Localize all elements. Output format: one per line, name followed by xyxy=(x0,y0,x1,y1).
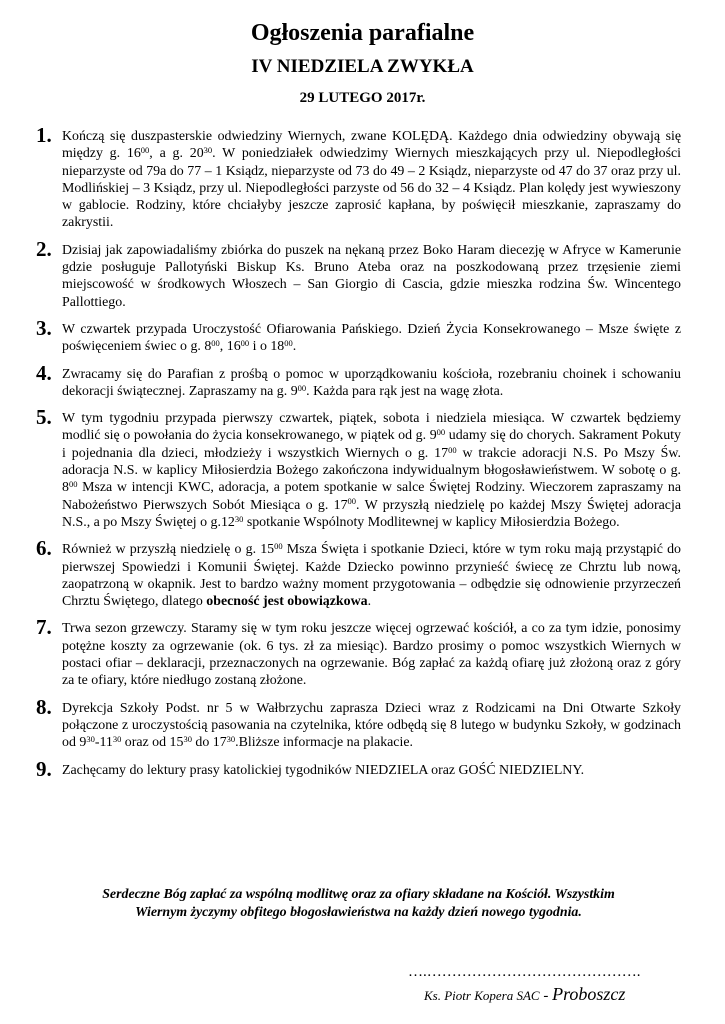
closing-message xyxy=(36,886,681,921)
text-segment: .Bliższe informacje na plakacie. xyxy=(235,735,413,751)
announcement-item xyxy=(36,360,681,401)
text-segment: do 17 xyxy=(191,735,227,751)
announcement-text xyxy=(62,541,681,610)
text-segment: Zachęcamy do lektury prasy katolickiej tygodników NIEDZIELA oraz GOŚĆ NIEDZIELNY. xyxy=(62,762,585,778)
text-segment: W czwartek przypada Uroczystość Ofiarowania Pańskiego. Dzień Życia Konsekrowanego – Msze święte z poświęceniem świec o g. 8 xyxy=(62,321,681,355)
announcement-text xyxy=(62,321,681,356)
text-segment: Trwa sezon grzewczy. Staramy się w tym roku jeszcze więcej ogrzewać kościół, a co za tym idzie, ponosimy potężne koszty za ogrzewanie (ok. 6 tys. zł za miesiąc). Bardzo prosimy o pomoc wszystkich Wiernych w postaci ofiar – deklaracji, przeznaczonych na ogrzewanie. Bóg zapłać za każdą ofiarę już złożoną oraz z góry za te ofiary, które niedługo zostaną złożone. xyxy=(62,621,681,689)
text-segment: -11 xyxy=(94,735,113,751)
text-segment: Również w przyszłą niedzielę o g. 15 xyxy=(62,542,275,558)
emphasis-text: obecność jest obowiązkowa xyxy=(206,594,368,610)
text-segment: . xyxy=(367,594,372,610)
text-segment: , a g. 20 xyxy=(149,146,204,162)
announcement-number: 4. xyxy=(36,360,52,385)
text-segment: . Każda para rąk jest na wagę złota. xyxy=(306,383,504,399)
time-superscript: 30 xyxy=(183,733,192,744)
announcement-text xyxy=(62,620,681,689)
closing-line-1: Serdeczne Bóg zapłać za wspólną modlitwę oraz za ofiary składane na Kościół. Wszystkim xyxy=(102,887,615,902)
announcement-item xyxy=(36,315,681,356)
text-segment: . W poniedziałek odwiedzimy Wiernych mieszkających przy ul. Niepodległości nieparzyste od 79a do 77 – 1 Ksiądz, nieparzyste od 73 do 49 – 2 Ksiądz, nieparzyste od 47 do 37 oraz przy ul. Modlińskiej – 3 Ksiądz, przy ul. Niepodległości parzyste od 56 do 32 – 4 Ksiądz. Plan kolędy jest wywieszony w gablocie. Rodziny, które chciałyby jeszcze zaprosić kapłana, by poświęcił mieszkanie, zapraszamy do zakrystii. xyxy=(62,146,681,231)
text-segment: . W przyszłą niedzielę po każdej Mszy Świętej adoracja N.S., a po Mszy Świętej o g.12 xyxy=(62,497,681,530)
closing-line-2: Wiernym życzymy obfitego błogosławieństwa na każdy dzień nowego tygodnia. xyxy=(135,904,582,920)
announcement-item xyxy=(36,694,681,752)
time-superscript: 00 xyxy=(347,496,357,507)
time-superscript: 00 xyxy=(284,338,293,349)
time-superscript: 30 xyxy=(226,733,236,744)
text-segment: w trakcie adoracji N.S. Po Mszy Św. adoracja N.S. w kaplicy Miłosierdzia Bożego zakończona indywidualnym błogosławieństwem. W sobotę o g. 8 xyxy=(62,445,681,496)
time-superscript: 00 xyxy=(68,479,78,490)
time-superscript: 00 xyxy=(297,382,307,393)
signature-dots: ….……………………………………. xyxy=(408,964,641,980)
page-title: Ogłoszenia parafialne xyxy=(250,20,475,46)
text-segment: i o 18 xyxy=(249,339,285,355)
announcement-item xyxy=(36,123,681,232)
announcement-item xyxy=(36,615,681,689)
time-superscript: 00 xyxy=(240,338,250,349)
signature-name: Ks. Piotr Kopera SAC xyxy=(424,988,540,1003)
time-superscript: 00 xyxy=(211,338,220,349)
signature xyxy=(424,984,625,1005)
announcement-number: 3. xyxy=(36,315,52,340)
text-segment: Msza Święta i spotkanie Dzieci, które w tym roku mają przystąpić do pierwszej Spowiedzi i Komunii Świętej. Każde Dziecko powinno przynieść świecę ze Chrztu lub nową, zaopatrzoną w okapnik. Jest to bardzo ważny moment przygotowania – odbędzie się odnowienie przyrzeczeń Chrztu Świętego, dlatego xyxy=(62,542,681,610)
text-segment: spotkanie Wspólnoty Modlitewnej w kaplicy Miłosierdzia Bożego. xyxy=(243,514,620,530)
time-superscript: 30 xyxy=(112,733,122,744)
announcement-text xyxy=(62,410,681,531)
time-superscript: 30 xyxy=(203,145,213,156)
text-segment: Dyrekcja Szkoły Podst. nr 5 w Wałbrzychu zaprasza Dzieci wraz z Rodzicami na Dni Otwarte Szkoły połączone z uroczystością pasowania na czytelnika, które odbędą się 8 lutego w budynku Szkoły, w godzinach od 9 xyxy=(62,700,681,751)
announcement-item xyxy=(36,236,681,311)
text-segment: Zwracamy się do Parafian z prośbą o pomoc w uporządkowaniu kościoła, rozebraniu choinek i schowaniu dekoracji świątecznej. Zapraszamy na g. 9 xyxy=(62,366,681,399)
text-segment: oraz od 15 xyxy=(121,735,184,751)
time-superscript: 00 xyxy=(274,540,283,551)
announcement-text xyxy=(62,700,681,752)
announcement-list xyxy=(36,123,681,789)
text-segment: Msza w intencji KWC, adoracja, a potem spotkanie w salce Świętej Rodziny. Wieczorem zapraszamy na Nabożeństwo Pierwszych Sobót Miesiąca o g. 17 xyxy=(62,480,681,513)
announcement-item xyxy=(36,756,681,781)
announcement-item xyxy=(36,405,681,531)
text-segment: udamy się do chorych. Sakrament Pokuty i pojednania dla dzieci, młodzieży i wszystkich Wiernych o g. 17 xyxy=(62,428,681,461)
page-subtitle: IV NIEDZIELA ZWYKŁA xyxy=(251,56,474,77)
time-superscript: 00 xyxy=(448,444,457,455)
signature-dash: - xyxy=(539,988,553,1004)
text-segment: Kończą się duszpasterskie odwiedziny Wiernych, zwane KOLĘDĄ. Każdego dnia odwiedziny obywają się między g. 16 xyxy=(62,129,681,162)
time-superscript: 00 xyxy=(140,145,150,156)
announcement-number: 2. xyxy=(36,236,52,261)
text-segment: . xyxy=(292,339,297,355)
announcement-number: 8. xyxy=(36,694,52,719)
announcement-number: 6. xyxy=(36,536,52,561)
announcement-text xyxy=(62,128,681,232)
announcement-text xyxy=(62,762,681,779)
announcement-number: 7. xyxy=(36,615,52,640)
text-segment: Dzisiaj jak zapowiadaliśmy zbiórka do puszek na nękaną przez Boko Haram diecezję w Afryce w Kamerunie gdzie posługuje Pallotyński Biskup Ks. Bruno Ateba oraz na poszkodowaną przez trzęsienie ziemi miejscowość w środkowych Włoszech – San Giorgio di Cascia, gdzie mieszka rodzina Św. Wincentego Pallottiego. xyxy=(62,242,681,310)
time-superscript: 30 xyxy=(234,513,244,524)
text-segment: W tym tygodniu przypada pierwszy czwartek, piątek, sobota i niedziela miesiąca. W czwartek będziemy modlić się o powołania do życia konsekrowanego, w piątek od g. 9 xyxy=(62,411,681,444)
time-superscript: 00 xyxy=(436,427,446,438)
time-superscript: 30 xyxy=(86,733,95,744)
page-date: 29 LUTEGO 2017r. xyxy=(299,90,426,106)
announcement-item xyxy=(36,536,681,610)
announcement-text xyxy=(62,242,681,311)
announcement-text xyxy=(62,366,681,401)
announcement-number: 5. xyxy=(36,405,52,430)
signature-role: Proboszcz xyxy=(552,984,626,1004)
text-segment: , 16 xyxy=(219,339,241,355)
announcement-number: 9. xyxy=(36,756,52,781)
announcement-number: 1. xyxy=(36,123,52,147)
